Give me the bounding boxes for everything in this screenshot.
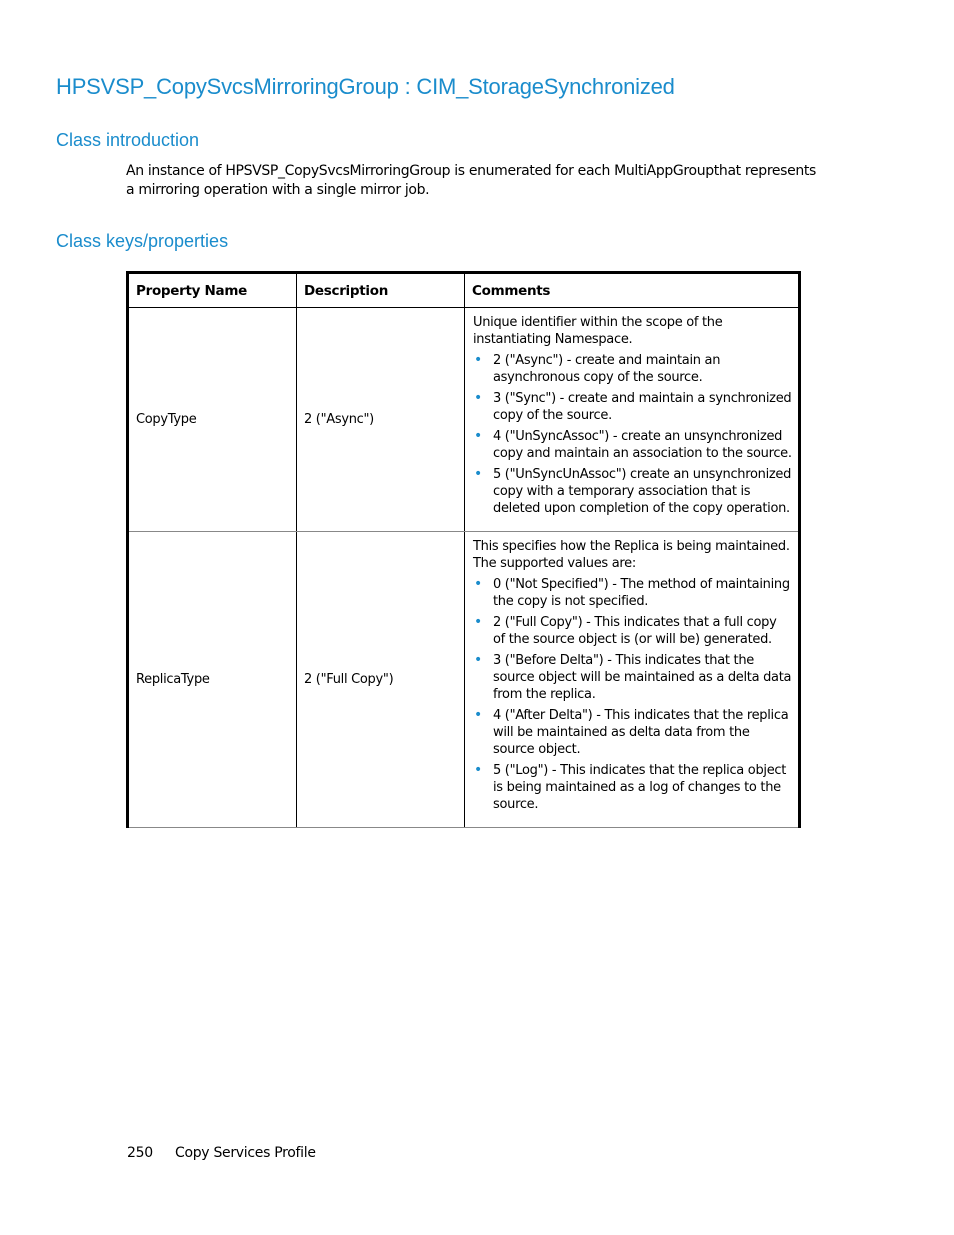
properties-table — [126, 271, 801, 828]
list-item-text: 3 ("Sync") - create and maintain a synchronized copy of the source. — [493, 391, 792, 423]
comments-cell — [465, 532, 800, 828]
list-item-text: 2 ("Full Copy") - This indicates that a full copy of the source object is (or will be) generated. — [493, 615, 777, 647]
column-header-property-name: Property Name — [128, 273, 297, 308]
comment-bullet-list — [473, 576, 792, 813]
list-item — [473, 652, 792, 703]
bullet-icon: • — [474, 614, 482, 630]
bullet-icon: • — [474, 576, 482, 592]
section-heading-class-keys: Class keys/properties — [56, 231, 229, 251]
bullet-icon: • — [474, 707, 482, 723]
column-header-comments: Comments — [465, 273, 800, 308]
class-introduction-text: An instance of HPSVSP_CopySvcsMirroringGroup is enumerated for each MultiAppGroupthat represents a mirroring operation with a single mirror job. — [126, 163, 816, 198]
list-item-text: 0 ("Not Specified") - The method of maintaining the copy is not specified. — [493, 577, 790, 609]
bullet-icon: • — [474, 390, 482, 406]
comment-intro: Unique identifier within the scope of the instantiating Namespace. — [473, 315, 723, 347]
table-header-row — [128, 273, 800, 308]
list-item — [473, 614, 792, 648]
page-footer — [127, 1145, 316, 1161]
section-heading-class-introduction: Class introduction — [56, 130, 200, 150]
list-item-text: 5 ("Log") - This indicates that the replica object is being maintained as a log of changes to the source. — [493, 763, 787, 812]
list-item — [473, 762, 792, 813]
list-item-text: 2 ("Async") - create and maintain an asynchronous copy of the source. — [493, 353, 721, 385]
description-cell: 2 ("Async") — [297, 308, 465, 532]
list-item-text: 4 ("UnSyncAssoc") - create an unsynchronized copy and maintain an association to the source. — [493, 429, 792, 461]
comments-cell — [465, 308, 800, 532]
page-number: 250 — [127, 1145, 153, 1161]
list-item — [473, 428, 792, 462]
bullet-icon: • — [474, 428, 482, 444]
list-item — [473, 576, 792, 610]
comment-intro: This specifies how the Replica is being maintained. The supported values are: — [473, 539, 790, 571]
list-item — [473, 707, 792, 758]
list-item — [473, 390, 792, 424]
bullet-icon: • — [474, 652, 482, 668]
bullet-icon: • — [474, 762, 482, 778]
table-row — [128, 308, 800, 532]
column-header-description: Description — [297, 273, 465, 308]
bullet-icon: • — [474, 466, 482, 482]
list-item-text: 3 ("Before Delta") - This indicates that the source object will be maintained as a delta data from the replica. — [493, 653, 792, 702]
footer-section-title: Copy Services Profile — [174, 1145, 316, 1161]
property-name-cell: ReplicaType — [128, 532, 297, 828]
list-item — [473, 466, 792, 517]
property-name-cell: CopyType — [128, 308, 297, 532]
list-item-text: 5 ("UnSyncUnAssoc") create an unsynchronized copy with a temporary association that is deleted upon completion of the copy operation. — [493, 467, 792, 516]
list-item — [473, 352, 792, 386]
list-item-text: 4 ("After Delta") - This indicates that the replica will be maintained as delta data from the source object. — [493, 708, 789, 757]
comment-bullet-list — [473, 352, 792, 517]
page-title: HPSVSP_CopySvcsMirroringGroup : CIM_StorageSynchronized — [56, 74, 675, 99]
description-cell: 2 ("Full Copy") — [297, 532, 465, 828]
table-row — [128, 532, 800, 828]
bullet-icon: • — [474, 352, 482, 368]
